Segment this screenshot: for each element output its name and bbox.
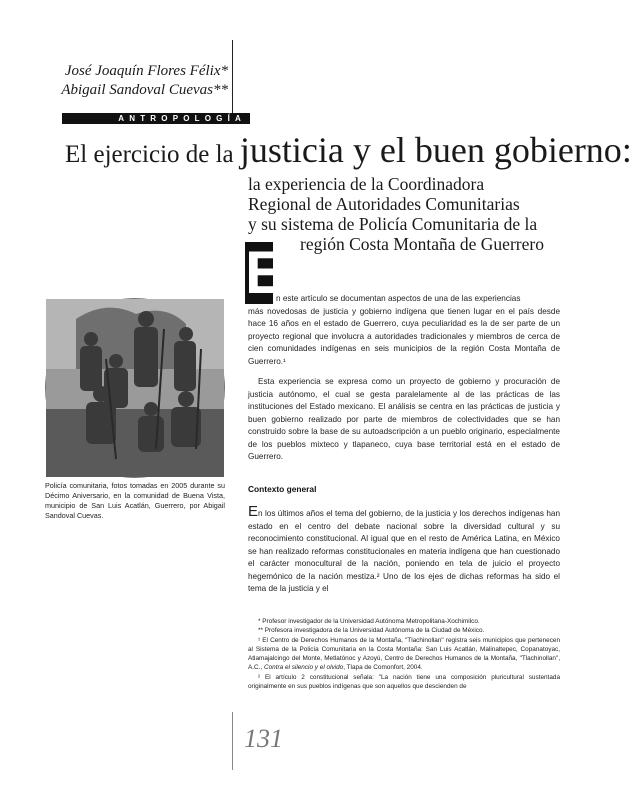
- footnote: [248, 636, 560, 673]
- drop-cap: E: [245, 239, 286, 306]
- page-number: 131: [244, 724, 283, 753]
- title-part: El ejercicio de la: [65, 141, 240, 168]
- subtitle-line: la experiencia de la Coordinadora: [248, 174, 485, 194]
- paragraph: Esta experiencia se expresa como un proyecto de gobierno y procuración de justicia autónomo, el cual se gesta paralelamente al de las prácticas de las instituciones del Estado mexicano. El análisis se centra en las prácticas de justicia y buen gobierno realizado por parte de miembros de colectividades que se han construido sobre la base de su autoadscripción a un pueblo originario, especialmente de los pueblos mixteco y tlapaneco, cuya base territorial está en el estado de Guerrero.: [248, 377, 560, 461]
- subtitle-line: región Costa Montaña de Guerrero: [300, 234, 544, 254]
- folio-divider: [232, 712, 233, 770]
- author-name: Abigail Sandoval Cuevas**: [61, 82, 228, 98]
- photo-caption: Policía comunitaria, fotos tomadas en 2005 durante su Décimo Aniversario, en la comunidad de Buena Vista, municipio de San Luis Acatlán, Guerrero, por Abigail Sandoval Cuevas.: [45, 481, 225, 520]
- header-divider: [232, 40, 233, 122]
- author-block: [40, 62, 228, 100]
- footnote: ** Profesora investigadora de la Universidad Autónoma de la Ciudad de México.: [258, 627, 485, 635]
- footnote: * Profesor investigador de la Universidad Autónoma Metropolitana-Xochimilco.: [258, 618, 480, 625]
- title-emphasis: justicia y el buen gobierno: [239, 130, 622, 170]
- footnote-book-title: Contra el silencio y el olvido: [264, 664, 344, 672]
- author-name: José Joaquín Flores Félix*: [64, 63, 228, 79]
- footnote-text: ¹ El Centro de Derechos Humanos de la Montaña, "Tlachinollan" registra seis municipios que pertenecen al Sistema de la Policía Comunitaria en la Costa Montaña: San Luis Acatlán, Malinaltepec, Copanatoyac, Atlamajalcingo del Monte, Metlatónoc y Azoyú, Centro de Derechos Humanos de la Montaña, "Tlachinollan", A.C.,: [248, 636, 560, 672]
- subtitle-line: Regional de Autoridades Comunitarias: [248, 194, 520, 214]
- paragraph-first-line: n este artículo se documentan aspectos de una de las experiencias: [276, 294, 521, 303]
- paragraph: [248, 293, 560, 368]
- community-police-photo: [45, 298, 225, 478]
- initial-letter: E: [248, 503, 259, 520]
- paragraph-text: n los últimos años el tema del gobierno, de la justicia y los derechos indígenas han estado en el centro del debate nacional sobre la diversidad cultural y su reconocimiento constitucional. Al igual que en el resto de América Latina, en México se han realizado reformas constitucionales en materia indígena que han cuestionado el carácter monocultural de la nación, poniendo en tela de juicio el proyecto hegemónico de la nación mestiza.² Uno de los ejes de dichas reformas ha sido el tema de la justicia y el: [248, 509, 560, 593]
- subtitle-line: y su sistema de Policía Comunitaria de la: [248, 214, 538, 234]
- footnote-text: , Tlapa de Comonfort, 2004.: [343, 664, 423, 672]
- paragraph: [248, 503, 560, 596]
- article-title: [65, 130, 632, 178]
- title-part: :: [621, 130, 632, 170]
- article-subtitle: [248, 174, 568, 254]
- footnotes: [248, 617, 560, 691]
- section-label: ANTROPOLOGÍA: [62, 113, 250, 124]
- photo-illustration: [46, 299, 224, 477]
- footnote: ² El artículo 2 constitucional señala: "La nación tiene una composición pluricultural sustentada originalmente en sus pueblos indígenas que son aquellos que descienden de: [248, 673, 560, 691]
- section-heading: Contexto general: [248, 484, 317, 494]
- paragraph-text: más novedosas de justicia y gobierno indígena que tienen lugar en el país desde hace 16 años en el estado de Guerrero, cuya peculiaridad es la de ser parte de un proyecto regional que involucra a autoridades tradicionales y miembros de cerca de cien comunidades indígenas en seis municipios de la región Costa Montaña de Guerrero.¹: [248, 306, 560, 366]
